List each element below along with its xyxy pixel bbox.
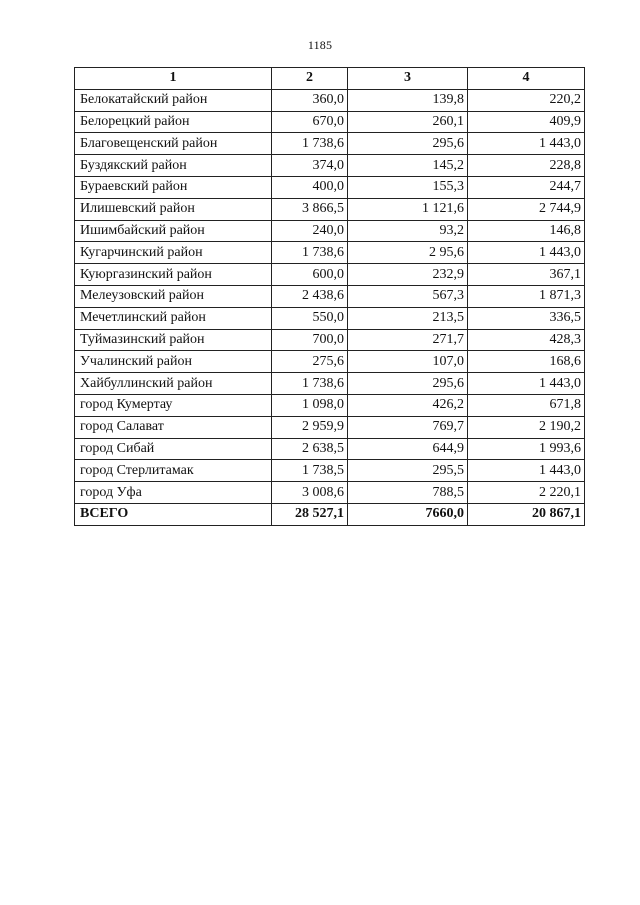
- row-value-2: 3 866,5: [272, 198, 348, 220]
- row-value-4: 336,5: [468, 307, 585, 329]
- row-value-3: 426,2: [348, 394, 468, 416]
- row-value-2: 550,0: [272, 307, 348, 329]
- row-value-4: 1 443,0: [468, 133, 585, 155]
- data-table: [74, 67, 585, 526]
- row-label: Белорецкий район: [75, 111, 272, 133]
- table-row: [75, 329, 585, 351]
- row-value-3: 155,3: [348, 176, 468, 198]
- table-body: [75, 89, 585, 525]
- table-row: [75, 89, 585, 111]
- row-label: Илишевский район: [75, 198, 272, 220]
- row-label: Мелеузовский район: [75, 285, 272, 307]
- row-value-3: 295,6: [348, 133, 468, 155]
- row-value-3: 107,0: [348, 351, 468, 373]
- row-label: Ишимбайский район: [75, 220, 272, 242]
- row-label: Буздякский район: [75, 155, 272, 177]
- row-label: город Салават: [75, 416, 272, 438]
- row-value-3: 139,8: [348, 89, 468, 111]
- column-header-3: 3: [348, 68, 468, 90]
- row-value-3: 260,1: [348, 111, 468, 133]
- row-value-3: 213,5: [348, 307, 468, 329]
- table-row: [75, 220, 585, 242]
- row-label: город Кумертау: [75, 394, 272, 416]
- total-value-2: 28 527,1: [272, 503, 348, 525]
- row-label: Благовещенский район: [75, 133, 272, 155]
- row-value-2: 400,0: [272, 176, 348, 198]
- row-value-3: 232,9: [348, 264, 468, 286]
- column-header-4: 4: [468, 68, 585, 90]
- row-value-2: 1 738,6: [272, 373, 348, 395]
- row-value-4: 1 443,0: [468, 373, 585, 395]
- row-value-4: 220,2: [468, 89, 585, 111]
- row-value-3: 295,5: [348, 460, 468, 482]
- column-header-1: 1: [75, 68, 272, 90]
- table-row: [75, 155, 585, 177]
- table-row: [75, 460, 585, 482]
- row-label: Бураевский район: [75, 176, 272, 198]
- row-value-3: 93,2: [348, 220, 468, 242]
- row-value-4: 671,8: [468, 394, 585, 416]
- table-row: [75, 264, 585, 286]
- row-value-2: 360,0: [272, 89, 348, 111]
- table-row: [75, 242, 585, 264]
- row-value-4: 228,8: [468, 155, 585, 177]
- row-label: город Уфа: [75, 482, 272, 504]
- row-value-4: 428,3: [468, 329, 585, 351]
- row-value-2: 2 638,5: [272, 438, 348, 460]
- row-value-2: 2 438,6: [272, 285, 348, 307]
- row-value-4: 2 744,9: [468, 198, 585, 220]
- row-value-4: 367,1: [468, 264, 585, 286]
- table-row: [75, 307, 585, 329]
- table-row: [75, 111, 585, 133]
- page-number: 1185: [307, 38, 333, 52]
- row-label: Хайбуллинский район: [75, 373, 272, 395]
- table-row: [75, 394, 585, 416]
- row-value-2: 2 959,9: [272, 416, 348, 438]
- row-value-2: 1 738,5: [272, 460, 348, 482]
- row-value-2: 3 008,6: [272, 482, 348, 504]
- row-value-2: 374,0: [272, 155, 348, 177]
- row-value-3: 295,6: [348, 373, 468, 395]
- table-row: [75, 482, 585, 504]
- total-row: [75, 503, 585, 525]
- table-row: [75, 416, 585, 438]
- row-value-2: 600,0: [272, 264, 348, 286]
- row-value-2: 1 738,6: [272, 242, 348, 264]
- row-value-3: 769,7: [348, 416, 468, 438]
- row-value-2: 670,0: [272, 111, 348, 133]
- row-label: Кугарчинский район: [75, 242, 272, 264]
- row-label: Белокатайский район: [75, 89, 272, 111]
- row-value-3: 271,7: [348, 329, 468, 351]
- table-row: [75, 373, 585, 395]
- row-label: Куюргазинский район: [75, 264, 272, 286]
- row-value-4: 2 190,2: [468, 416, 585, 438]
- row-value-2: 1 098,0: [272, 394, 348, 416]
- row-value-3: 145,2: [348, 155, 468, 177]
- row-value-3: 644,9: [348, 438, 468, 460]
- row-value-2: 1 738,6: [272, 133, 348, 155]
- row-value-4: 146,8: [468, 220, 585, 242]
- row-value-4: 1 443,0: [468, 242, 585, 264]
- table-row: [75, 285, 585, 307]
- row-value-3: 788,5: [348, 482, 468, 504]
- table-header-row: [75, 68, 585, 90]
- row-label: город Сибай: [75, 438, 272, 460]
- row-label: Учалинский район: [75, 351, 272, 373]
- row-value-2: 700,0: [272, 329, 348, 351]
- table-row: [75, 133, 585, 155]
- row-label: город Стерлитамак: [75, 460, 272, 482]
- row-value-4: 1 443,0: [468, 460, 585, 482]
- row-label: Мечетлинский район: [75, 307, 272, 329]
- row-value-4: 409,9: [468, 111, 585, 133]
- row-value-4: 1 871,3: [468, 285, 585, 307]
- total-value-4: 20 867,1: [468, 503, 585, 525]
- table-row: [75, 351, 585, 373]
- row-value-3: 567,3: [348, 285, 468, 307]
- row-value-3: 2 95,6: [348, 242, 468, 264]
- row-value-4: 168,6: [468, 351, 585, 373]
- row-value-2: 275,6: [272, 351, 348, 373]
- column-header-2: 2: [272, 68, 348, 90]
- table-row: [75, 198, 585, 220]
- row-value-4: 244,7: [468, 176, 585, 198]
- total-value-3: 7660,0: [348, 503, 468, 525]
- table-row: [75, 176, 585, 198]
- row-value-4: 2 220,1: [468, 482, 585, 504]
- row-label: Туймазинский район: [75, 329, 272, 351]
- total-label: ВСЕГО: [75, 503, 272, 525]
- row-value-4: 1 993,6: [468, 438, 585, 460]
- table-row: [75, 438, 585, 460]
- row-value-3: 1 121,6: [348, 198, 468, 220]
- row-value-2: 240,0: [272, 220, 348, 242]
